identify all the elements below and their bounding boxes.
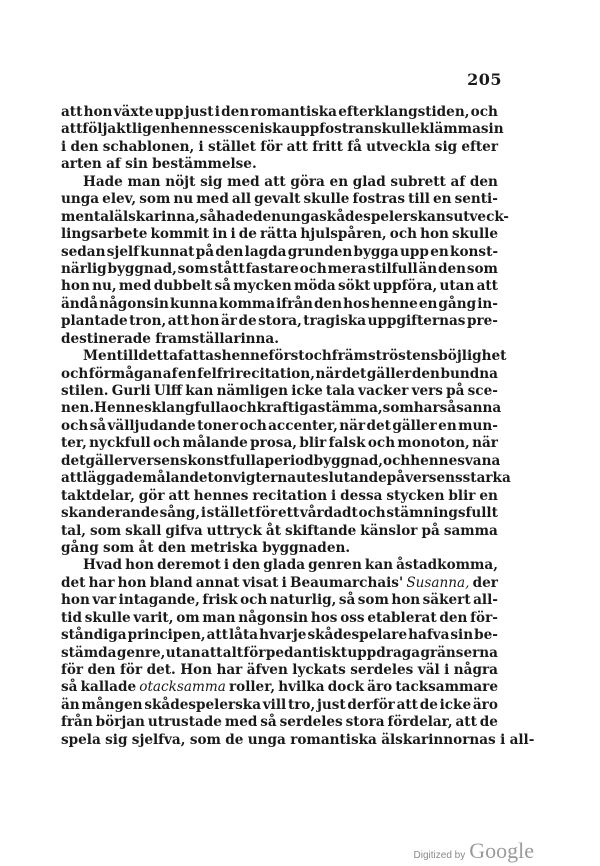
text-line: från början utrustade med så serdeles stora fördelar, att de [61,714,498,731]
text-line: att hon växte upp just i den romantiska efterklangstiden, och [61,104,498,120]
text-line: Hvad hon deremot i den glada genren kan åstadkomma, [83,557,498,574]
text-line: tid skulle varit, om man någonsin hos oss etablerat den för- [61,609,498,626]
text-line: ändå någonsin kunna komma ifrån den hos henne en gång in- [61,295,498,312]
text-line: tal, som skall gifva uttryck åt skiftande känslor på samma [61,522,498,539]
text-line: i den schablonen, i stället för att fritt få utveckla sig efter [61,138,498,155]
digitized-by-google-watermark [414,838,534,864]
paragraph [61,348,511,557]
text-line: det gäller versens konstfulla periodbyggnad, och hennes vana [61,452,501,469]
text-line: spela sig sjelfva, som de unga romantiska älskarinnornas i all- [61,731,535,748]
text-line: gång som åt den metriska byggnaden. [61,539,351,556]
text-line: plantade tron, att hon är de stora, tragiska uppgifternas pre- [61,313,498,330]
text-line: sedan sjelf kunnat på den lagda grunden bygga upp en konst- [61,243,498,260]
text-line: arten af sin bestämmelse. [61,156,257,173]
text-line: Hade man nöjt sig med att göra en glad subrett af den [83,173,498,190]
text-line: stämda genre, utan att alt för pedantiskt uppdraga gränserna [61,644,498,661]
text-line: nen. Hennes klangfulla och kraftiga stämma, som har så sanna [61,400,502,417]
text-line: hon var intagande, frisk och naturlig, så som hon säkert all- [61,592,498,609]
text-line: unga elev, som nu med all gevalt skulle fostras till en senti- [61,191,498,208]
text-line: så kallade otacksamma roller, hvilka dock äro tacksammare [61,679,498,696]
google-logo: Google [469,838,534,863]
text-line: hon nu, med dubbelt så mycken möda sökt uppföra, utan att [61,278,498,295]
text-line: för den för det. Hon har äfven lyckats serdeles väl i några [61,662,498,678]
text-line: ter, nyckfull och målande prosa, blir falsk och monoton, när [61,435,498,452]
text-line: lingsarbete kommit in i de rätta hjulspåren, och hon skulle [61,226,498,243]
body-text [61,104,535,749]
text-line: stilen. Gurli Ulff kan nämligen icke tala vacker vers på sce- [61,383,498,399]
text-line: destinerade framställarinna. [61,330,279,347]
digitized-label: Digitized by [413,850,466,861]
text-line: och så välljudande toner och accenter, när det gäller en mun- [61,417,498,434]
text-line: ståndiga principen, att låta hvarje skådespelare hafva sin be- [61,627,498,644]
text-line: än mången skådespelerska vill tro, just derför att de icke äro [61,696,498,713]
text-line: det har hon bland annat visat i Beaumarchais' Susanna, der [61,574,498,591]
paragraph [61,173,509,348]
text-line: närlig byggnad, som stått fastare och mera stilfull än den som [61,260,498,277]
paragraph [61,104,504,174]
text-line: taktdelar, gör att hennes recitation i dessa stycken blir en [61,487,498,504]
text-line: Men till detta fattas henne först och främst röstens böjlighet [83,348,507,365]
text-line: mental älskarinna, så hade den unga skådespelerskans utveck- [61,208,509,225]
text-line: och förmågan af en felfri recitation, när det gäller den bundna [61,365,498,382]
paragraph [61,557,535,749]
text-line: att följaktligen hennes sceniska uppfostran skulle klämmas in [61,121,504,138]
text-line: att lägga de målande tonvigterna uteslutande på versens starka [61,470,511,487]
page-number: 205 [467,70,502,89]
text-line: skanderande sång, i stället för ett vårdadt och stämningsfullt [61,505,498,522]
